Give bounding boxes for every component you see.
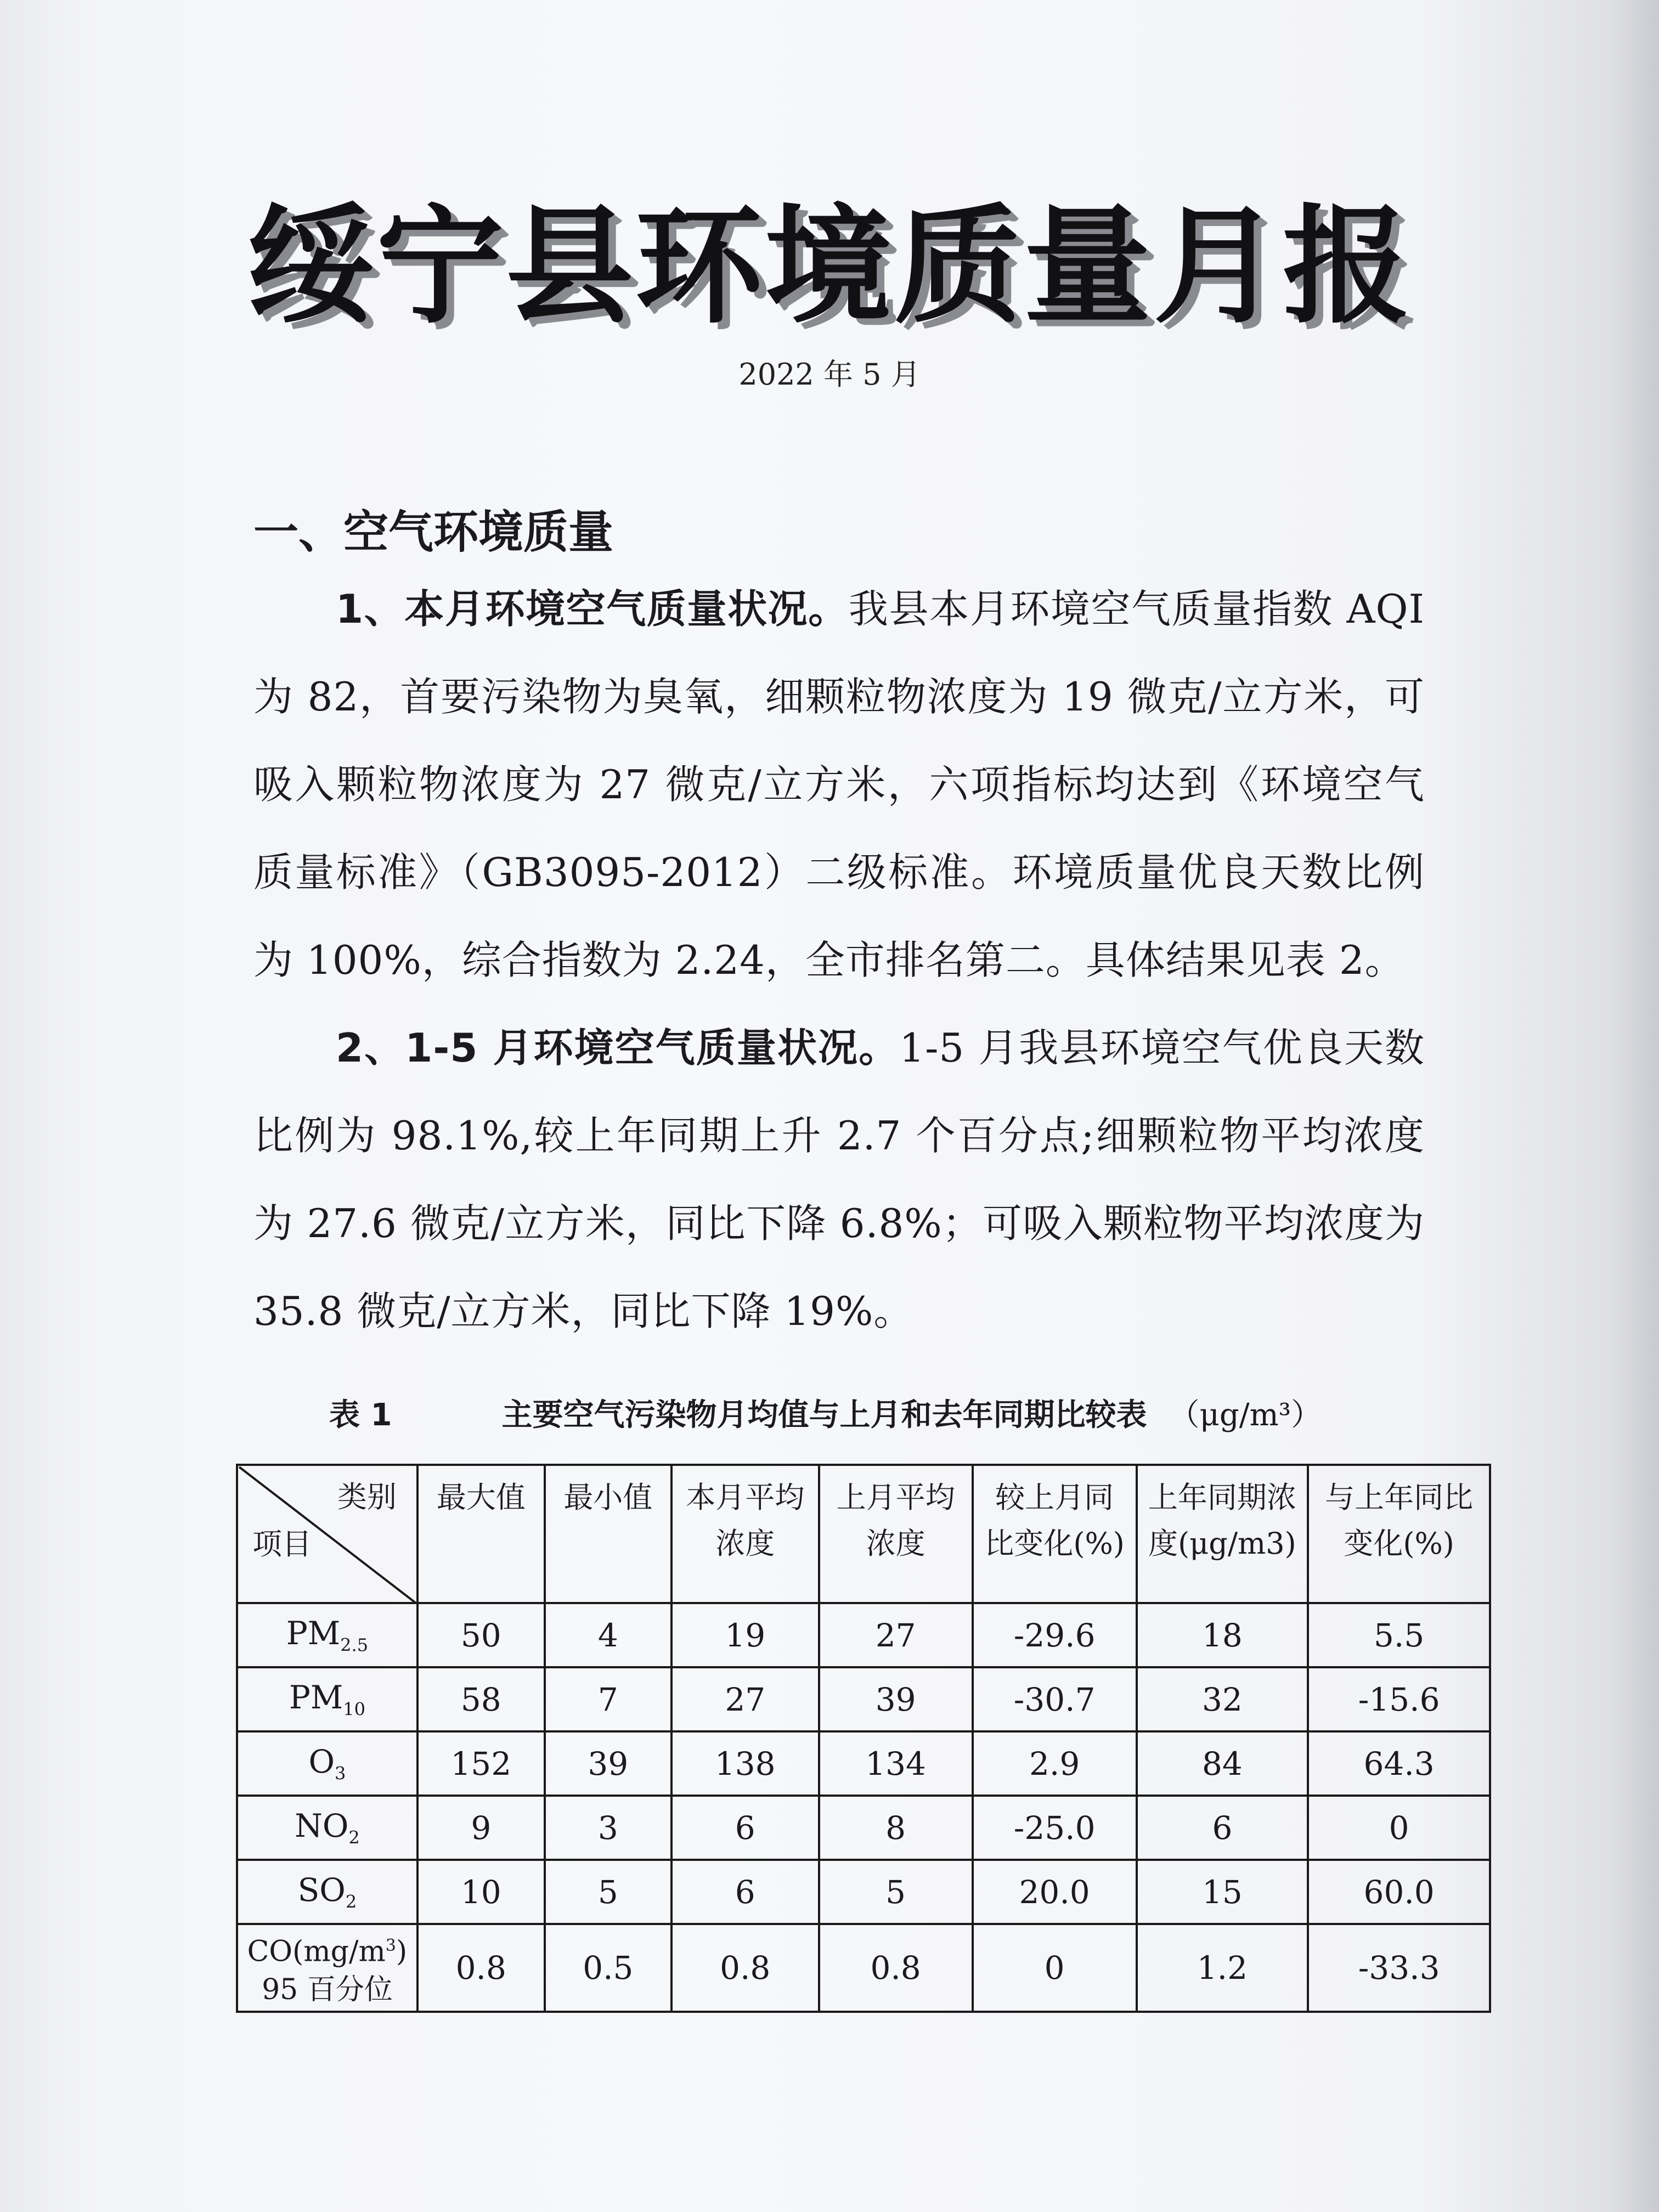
table-cell: 4 [545,1603,672,1667]
pollutant-name-cell [237,1731,417,1796]
column-header: 与上年同比 变化(%) [1308,1465,1490,1603]
paragraph-monthly-air-quality [253,565,1425,1004]
table-row [237,1731,1490,1796]
table-cell: 50 [417,1603,545,1667]
pollutant-comparison-table [236,1464,1491,2013]
table-cell: -25.0 [973,1796,1137,1860]
table-unit: （μg/m³） [1169,1397,1322,1433]
table-cell: 19 [672,1603,819,1667]
table-cell: 0.8 [417,1924,545,2012]
column-header: 最大值 [417,1465,545,1603]
corner-label-item: 项目 [252,1527,312,1561]
section-heading: 一、空气环境质量 [253,506,614,558]
table-cell: 20.0 [973,1860,1137,1924]
table-cell: 3 [545,1796,672,1860]
column-header: 较上月同 比变化(%) [973,1465,1137,1603]
table-cell: 138 [672,1731,819,1796]
table-cell: 6 [1137,1796,1308,1860]
pollutant-name: $CO(mg/m^3)$ [247,1935,408,1968]
table-cell: 39 [819,1667,973,1731]
corner-label-category: 类别 [337,1480,397,1514]
pollutant-name-cell [237,1924,417,2012]
pollutant-name-line2: 95 百分位 [262,1973,393,2007]
table-cell: 7 [545,1667,672,1731]
pollutant-name-cell [237,1603,417,1667]
report-date: 2022 年 5 月 [738,357,921,392]
table-cell: 27 [819,1603,973,1667]
table-cell: 15 [1137,1860,1308,1924]
table-row [237,1924,1490,2012]
table-title: 主要空气污染物月均值与上月和去年同期比较表 [501,1397,1147,1433]
table-row [237,1796,1490,1860]
table-cell: 27 [672,1667,819,1731]
table-cell: 0.5 [545,1924,672,2012]
paragraph-lead: 2、1-5 月环境空气质量状况。 [336,1025,900,1071]
table-cell: 32 [1137,1667,1308,1731]
pollutant-subscript: 2 [345,1891,357,1912]
column-header: 上月平均 浓度 [819,1465,973,1603]
pollutant-subscript: 2.5 [340,1634,369,1656]
table-cell: 5 [819,1860,973,1924]
table-header-row [237,1465,1490,1603]
table-cell: 134 [819,1731,973,1796]
table-cell: 0 [1308,1796,1490,1860]
pollutant-subscript: 10 [343,1699,365,1720]
table-cell: -29.6 [973,1603,1137,1667]
paragraph-text: 1-5 月我县环境空气优良天数比例为 98.1%,较上年同期上升 2.7 个百分点;细颗粒物平均浓度为 27.6 微克/立方米，同比下降 6.8%；可吸入颗粒物平均浓度为 35.8 微克/立方米，同比下降 19%。 [253,1025,1425,1334]
paragraph-ytd-air-quality [253,1004,1425,1355]
table-cell: 6 [672,1796,819,1860]
table-cell: 1.2 [1137,1924,1308,2012]
table-cell: -30.7 [973,1667,1137,1731]
pollutant-name-cell [237,1860,417,1924]
table-cell: 60.0 [1308,1860,1490,1924]
table-cell: 5.5 [1308,1603,1490,1667]
table-cell: 0.8 [819,1924,973,2012]
table-cell: 0.8 [672,1924,819,2012]
table-cell: 64.3 [1308,1731,1490,1796]
pollutant-name-cell [237,1796,417,1860]
table-cell: 18 [1137,1603,1308,1667]
table-cell: 5 [545,1860,672,1924]
table-cell: 152 [417,1731,545,1796]
pollutant-subscript: 3 [335,1763,346,1784]
table-cell: 10 [417,1860,545,1924]
table-cell: 84 [1137,1731,1308,1796]
column-header: 上年同期浓 度(μg/m3) [1137,1465,1308,1603]
report-title: 绥宁县环境质量月报 [246,193,1412,341]
column-header: 最小值 [545,1465,672,1603]
table-corner-cell [237,1465,417,1603]
table-number: 表 1 [329,1397,392,1433]
table-cell: 39 [545,1731,672,1796]
column-header: 本月平均 浓度 [672,1465,819,1603]
pollutant-name: $O_3$ [308,1743,346,1784]
table-cell: 58 [417,1667,545,1731]
paragraph-text: 我县本月环境空气质量指数 AQI 为 82，首要污染物为臭氧，细颗粒物浓度为 19 微克/立方米，可吸入颗粒物浓度为 27 微克/立方米，六项指标均达到《环境空气质量标准》（GB3095-2012）二级标准。环境质量优良天数比例为 100%，综合指数为 2.24，全市排名第二。具体结果见表 2。 [253,586,1425,983]
pollutant-name: $PM_{2.5}$ [286,1615,369,1656]
table-row [237,1603,1490,1667]
table-cell: 0 [973,1924,1137,2012]
pollutant-subscript: 2 [348,1827,360,1848]
table-cell: 8 [819,1796,973,1860]
table-row [237,1860,1490,1924]
pollutant-name: $SO_2$ [297,1871,357,1912]
table-cell: 9 [417,1796,545,1860]
table-cell: 6 [672,1860,819,1924]
pollutant-superscript: 3 [385,1936,396,1955]
table-cell: -15.6 [1308,1667,1490,1731]
paragraph-lead: 1、本月环境空气质量状况。 [336,586,849,632]
pollutant-name: $PM_{10}$ [289,1679,365,1720]
pollutant-name-cell [237,1667,417,1731]
table-cell: -33.3 [1308,1924,1490,2012]
table-cell: 2.9 [973,1731,1137,1796]
table-row [237,1667,1490,1731]
pollutant-name: $NO_2$ [295,1807,360,1848]
table-caption [329,1391,1322,1435]
